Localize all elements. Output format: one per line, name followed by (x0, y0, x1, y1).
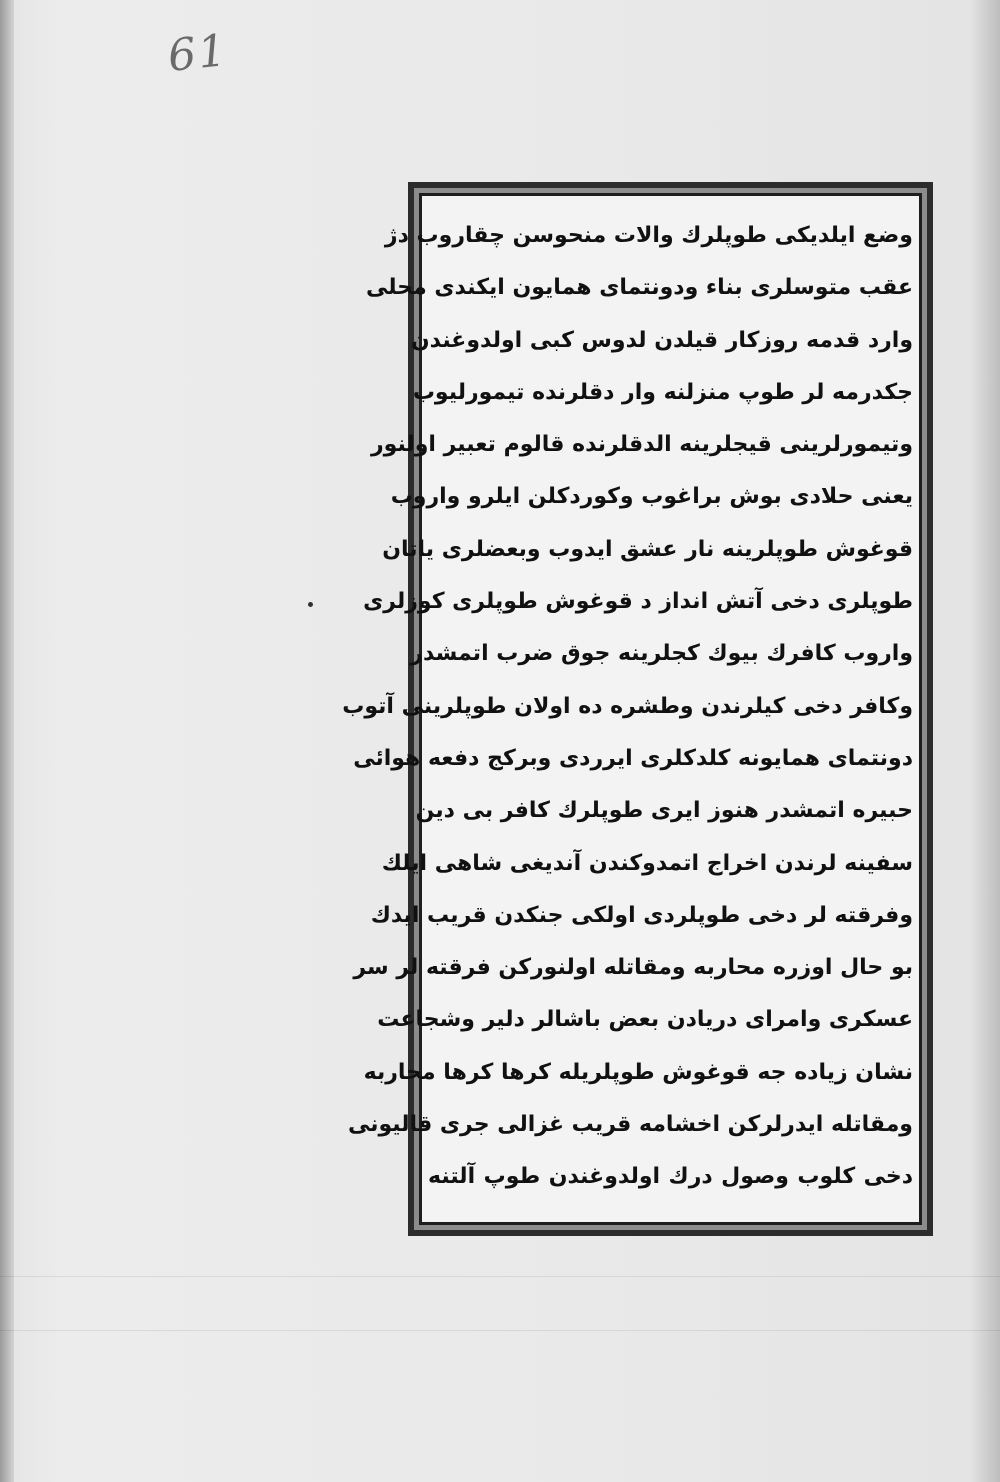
manuscript-line: وکافر دخی کیلرندن وطشره ده اولان طوپلرینی آتوب (342, 693, 913, 719)
folio-number: 61 (165, 25, 231, 82)
manuscript-line: عقب متوسلری بناء ودونتمای همایون ایکندی محلی (365, 275, 913, 301)
manuscript-line: وارد قدمه روزکار قیلدن لدوس کبی اولدوغندن (410, 327, 913, 353)
scan-artifact-line (0, 1276, 1000, 1277)
manuscript-text-block (342, 196, 919, 1222)
manuscript-line: عسکری وامرای دریادن بعض باشالر دلیر وشجاعت (377, 1007, 913, 1033)
manuscript-line: قوغوش طوپلرینه نار عشق ایدوب وبعضلری یاتان (382, 536, 913, 562)
manuscript-line: بو حال اوزره محاربه ومقاتله اولنورکن فرقته لر سر (353, 955, 913, 981)
manuscript-line: نشان زیاده جه قوغوش طوپلریله کرها کرها محاربه (363, 1059, 913, 1085)
ink-speck (308, 602, 313, 607)
manuscript-line: دخی کلوب وصول درك اولدوغندن طوپ آلتنه (428, 1164, 913, 1190)
manuscript-line: وفرقته لر دخی طوپلردی اولکی جنکدن قریب ایدك (370, 902, 913, 928)
manuscript-line: سفینه لرندن اخراج اتمدوکندن آندیغی شاهی ایلك (381, 850, 913, 876)
manuscript-line: یعنی حلادی بوش براغوب وکوردکلن ایلرو واروب (390, 484, 913, 510)
manuscript-line: دونتمای همایونه کلدکلری ایرردی وبرکج دفعه هوائی (353, 745, 913, 771)
manuscript-line: وضع ایلدیکی طوپلرك والات منحوسن چقاروب دژ (384, 223, 913, 248)
text-frame (342, 182, 933, 1236)
manuscript-line: ومقاتله ایدرلرکن اخشامه قریب غزالی جری قالیونی (348, 1112, 913, 1138)
manuscript-line: واروب کافرك بیوك کجلرینه جوق ضرب اتمشدر (410, 641, 913, 667)
manuscript-line: وتیمورلرینی قیجلرینه الدقلرنده قالوم تعبیر اولنور (371, 432, 913, 458)
scan-artifact-line (0, 1330, 1000, 1331)
manuscript-line: جکدرمه لر طوپ منزلنه وار دقلرنده تیمورلیوب (412, 379, 913, 405)
manuscript-line: حبیره اتمشدر هنوز ایری طوپلرك کافر بی دین (415, 798, 913, 824)
binding-edge (0, 0, 14, 1482)
manuscript-line: طوپلری دخی آتش انداز د قوغوش طوپلری کوزلری (363, 589, 913, 615)
